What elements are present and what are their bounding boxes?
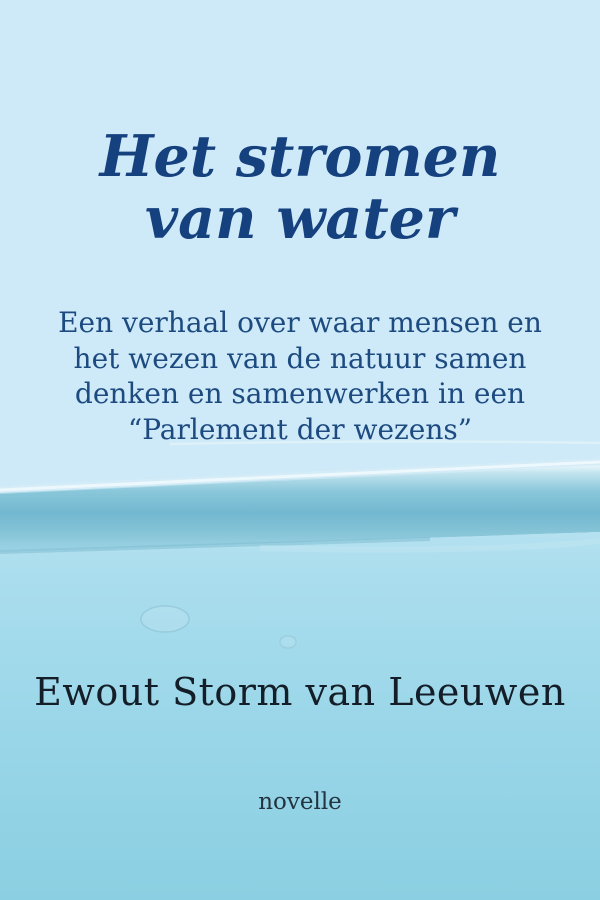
water-droplet: [280, 636, 296, 648]
author-name: Ewout Storm van Leeuwen: [34, 670, 566, 714]
imprint-label: novelle: [258, 789, 342, 815]
title-line-2: van water: [145, 184, 455, 252]
book-subtitle: [0, 305, 600, 447]
book-title: [0, 123, 600, 252]
subtitle-line: denken en samenwerken in een: [74, 377, 526, 410]
water-droplet: [141, 606, 189, 632]
subtitle-line: “Parlement der wezens”: [127, 412, 473, 446]
subtitle-line: Een verhaal over waar mensen en: [58, 306, 542, 339]
subtitle-line: het wezen van de natuur samen: [73, 341, 527, 375]
water-body: [0, 532, 600, 900]
title-line-1: Het stromen: [99, 123, 501, 190]
